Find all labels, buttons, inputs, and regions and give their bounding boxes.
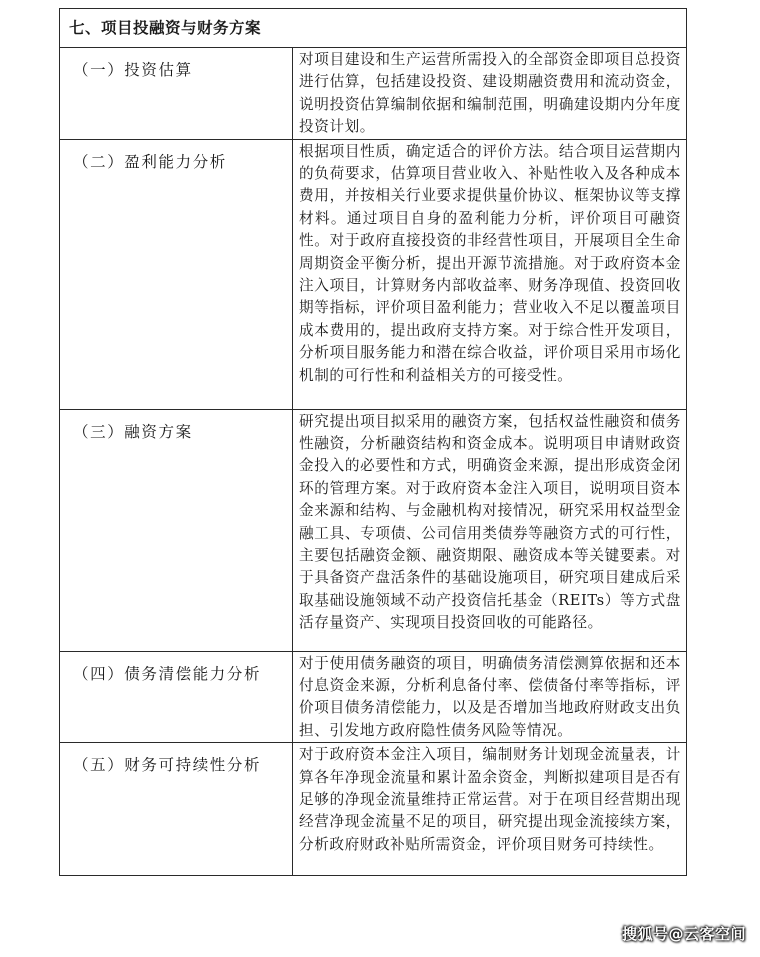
table-row-investment-estimate <box>60 48 687 140</box>
table-row-profitability <box>60 139 687 409</box>
row-desc-profitability: 根据项目性质，确定适合的评价方法。结合项目运营期内的负荷要求，估算项目营业收入、补贴性收入及各种成本费用，并按相关行业要求提供量价协议、框架协议等支撑材料。通过项目自身的盈利能力分析，评价项目可融资性。对于政府直接投资的非经营性项目，开展项目全生命周期资金平衡分析，提出开源节流措施。对于政府资本金注入项目，计算财务内部收益率、财务净现值、投资回收期等指标，评价项目盈利能力；营业收入不足以覆盖项目成本费用的，提出政府支持方案。对于综合性开发项目，分析项目服务能力和潜在综合收益，评价项目采用市场化机制的可行性和利益相关方的可接受性。 <box>293 139 687 409</box>
row-desc-financing-plan: 研究提出项目拟采用的融资方案，包括权益性融资和债务性融资，分析融资结构和资金成本。说明项目申请财政资金投入的必要性和方式，明确资金来源，提出形成资金闭环的管理方案。对于政府资本金注入项目，说明项目资本金来源和结构、与金融机构对接情况，研究采用权益型金融工具、专项债、公司信用类债券等融资方式的可行性，主要包括融资金额、融资期限、融资成本等关键要素。对于具备资产盘活条件的基础设施项目，研究项目建成后采取基础设施领域不动产投资信托基金（REITs）等方式盘活存量资产、实现项目投资回收的可能路径。 <box>293 409 687 651</box>
row-desc-financial-sustainability: 对于政府资本金注入项目，编制财务计划现金流量表，计算各年净现金流量和累计盈余资金，判断拟建项目是否有足够的净现金流量维持正常运营。对于在项目经营期出现经营净现金流量不足的项目，研究提出现金流接续方案，分析政府财政补贴所需资金，评价项目财务可持续性。 <box>293 743 687 876</box>
row-label-profitability: （二）盈利能力分析 <box>60 139 293 409</box>
row-label-financing-plan: （三）融资方案 <box>60 409 293 651</box>
table-row-financing-plan <box>60 409 687 651</box>
table-row-debt-repayment <box>60 651 687 743</box>
section-header-row <box>60 9 687 48</box>
row-label-financial-sustainability: （五）财务可持续性分析 <box>60 743 293 876</box>
table-row-financial-sustainability <box>60 743 687 876</box>
row-label-investment-estimate: （一）投资估算 <box>60 48 293 140</box>
row-desc-debt-repayment: 对于使用债务融资的项目，明确债务清偿测算依据和还本付息资金来源，分析利息备付率、偿债备付率等指标，评价项目债务清偿能力，以及是否增加当地政府财政支出负担、引发地方政府隐性债务风险等情况。 <box>293 651 687 743</box>
row-label-debt-repayment: （四）债务清偿能力分析 <box>60 651 293 743</box>
watermark: 搜狐号@云客空间 <box>621 925 746 943</box>
section-title: 七、项目投融资与财务方案 <box>60 9 687 48</box>
row-desc-investment-estimate: 对项目建设和生产运营所需投入的全部资金即项目总投资进行估算，包括建设投资、建设期融资费用和流动资金，说明投资估算编制依据和编制范围，明确建设期内分年度投资计划。 <box>293 48 687 140</box>
investment-finance-table <box>59 8 687 876</box>
